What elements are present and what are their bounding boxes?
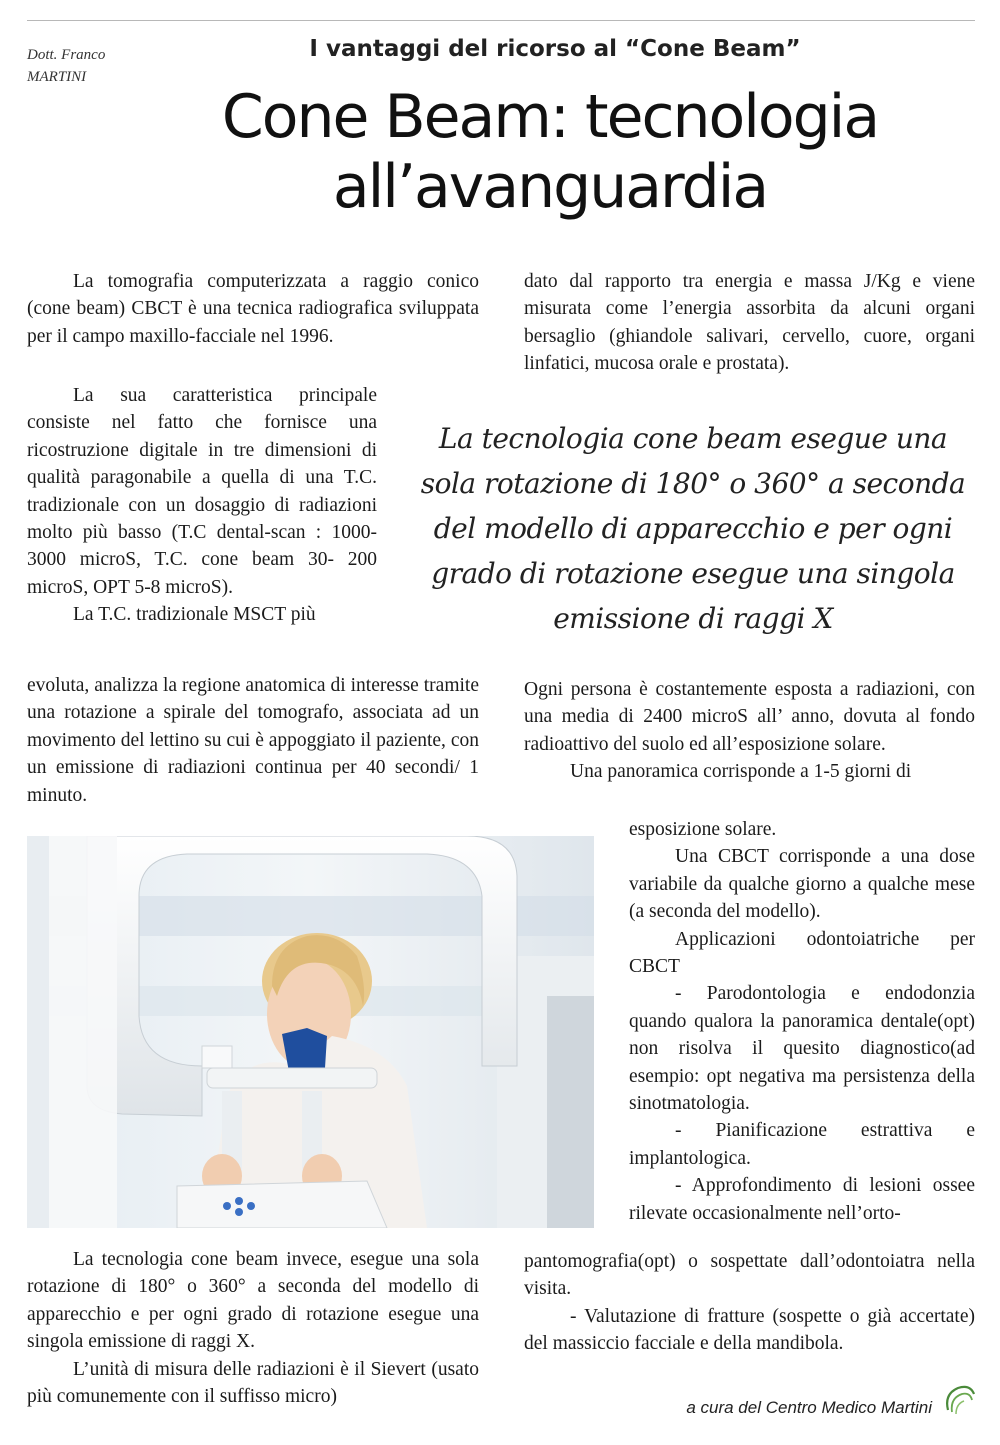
cbct-scanner-photo xyxy=(27,836,594,1228)
right-column-top xyxy=(524,268,975,378)
kicker-headline: I vantaggi del ricorso al “Cone Beam” xyxy=(309,36,801,62)
paragraph: La tomografia computerizzata a raggio conico (cone beam) CBCT è una tecnica radiografica sviluppata per il campo maxillo-facciale nel 1996. xyxy=(27,271,479,347)
left-column-narrow xyxy=(27,382,377,629)
paragraph: - Valutazione di fratture (sospette o già accertate) del massiccio facciale e della mandibola. xyxy=(524,1305,975,1355)
paragraph: La tecnologia cone beam invece, esegue una sola rotazione di 180° o 360° a seconda del modello di apparecchio e per ogni grado di rotazione esegue una singola emissione di raggi X. xyxy=(27,1249,479,1353)
centro-medico-logo-icon xyxy=(940,1380,980,1420)
paragraph: dato dal rapporto tra energia e massa J/Kg e viene misurata come l’energia assorbita da alcuni organi bersaglio (ghiandole salivari, cervello, cuore, organi linfatici, mucosa orale e prostata). xyxy=(524,271,975,375)
paragraph: Applicazioni odontoiatriche per CBCT xyxy=(629,928,975,978)
paragraph: esposizione solare. xyxy=(629,819,777,840)
paragraph: - Pianificazione estrattiva e implantologica. xyxy=(629,1120,975,1169)
left-column-middle xyxy=(27,672,479,809)
paragraph: - Parodontologia e endodonzia quando qualora la panoramica dentale(opt) non risolva il quesito diagnostico(ad esempio: opt negativa ma persistenza della sinotmatologia. xyxy=(629,983,975,1115)
paragraph: pantomografia(opt) o sospettate dall’odontoiatra nella visita. xyxy=(524,1251,975,1300)
paragraph: La sua caratteristica principale consiste nel fatto che fornisce una ricostruzione digitale in tre dimensioni di qualità paragonabile a quella di una T.C. tradizionale con un dosaggio di radiazioni molto più basso (T.C dental-scan : 1000- 3000 microS, T.C. cone beam 30- 200 microS, OPT 5-8 microS). xyxy=(27,385,377,598)
top-rule xyxy=(27,20,975,21)
left-column-top xyxy=(27,268,479,350)
page-title xyxy=(120,82,980,222)
paragraph: - Approfondimento di lesioni ossee rilevate occasionalmente nell’orto- xyxy=(629,1175,975,1224)
footer-credit: a cura del Centro Medico Martini xyxy=(686,1398,932,1417)
right-column-middle xyxy=(524,676,975,786)
author-title: Dott. Franco xyxy=(27,47,106,63)
left-column-bottom xyxy=(27,1246,479,1410)
right-column-narrow xyxy=(629,816,975,1227)
paragraph: La T.C. tradizionale MSCT più xyxy=(73,604,316,626)
title-line-2: all’avanguardia xyxy=(332,152,768,222)
title-line-1: Cone Beam: tecnologia xyxy=(221,82,879,152)
paragraph: Ogni persona è costantemente esposta a radiazioni, con una media di 2400 microS all’ anno, dovuta al fondo radioattivo del suolo ed all’esposizione solare. xyxy=(524,679,975,755)
paragraph: L’unità di misura delle radiazioni è il Sievert (usato più comunemente con il suffisso micro) xyxy=(27,1358,479,1408)
paragraph: Una CBCT corrisponde a una dose variabile da qualche giorno a qualche mese (a seconda del modello). xyxy=(629,846,975,923)
paragraph: evoluta, analizza la regione anatomica di interesse tramite una rotazione a spirale del tomografo, associata ad un movimento del lettino su cui è appoggiato il paziente, con un emissione di radiazioni continua per 40 secondi/ 1 minuto. xyxy=(27,675,479,806)
author-name: MARTINI xyxy=(27,69,87,85)
right-column-bottom xyxy=(524,1248,975,1358)
paragraph: Una panoramica corrisponde a 1-5 giorni di xyxy=(570,761,912,783)
pull-quote: La tecnologia cone beam esegue una sola rotazione di 180° o 360° a seconda del modello di apparecchio e per ogni grado di rotazione esegue una singola emissione di raggi X xyxy=(420,422,966,635)
